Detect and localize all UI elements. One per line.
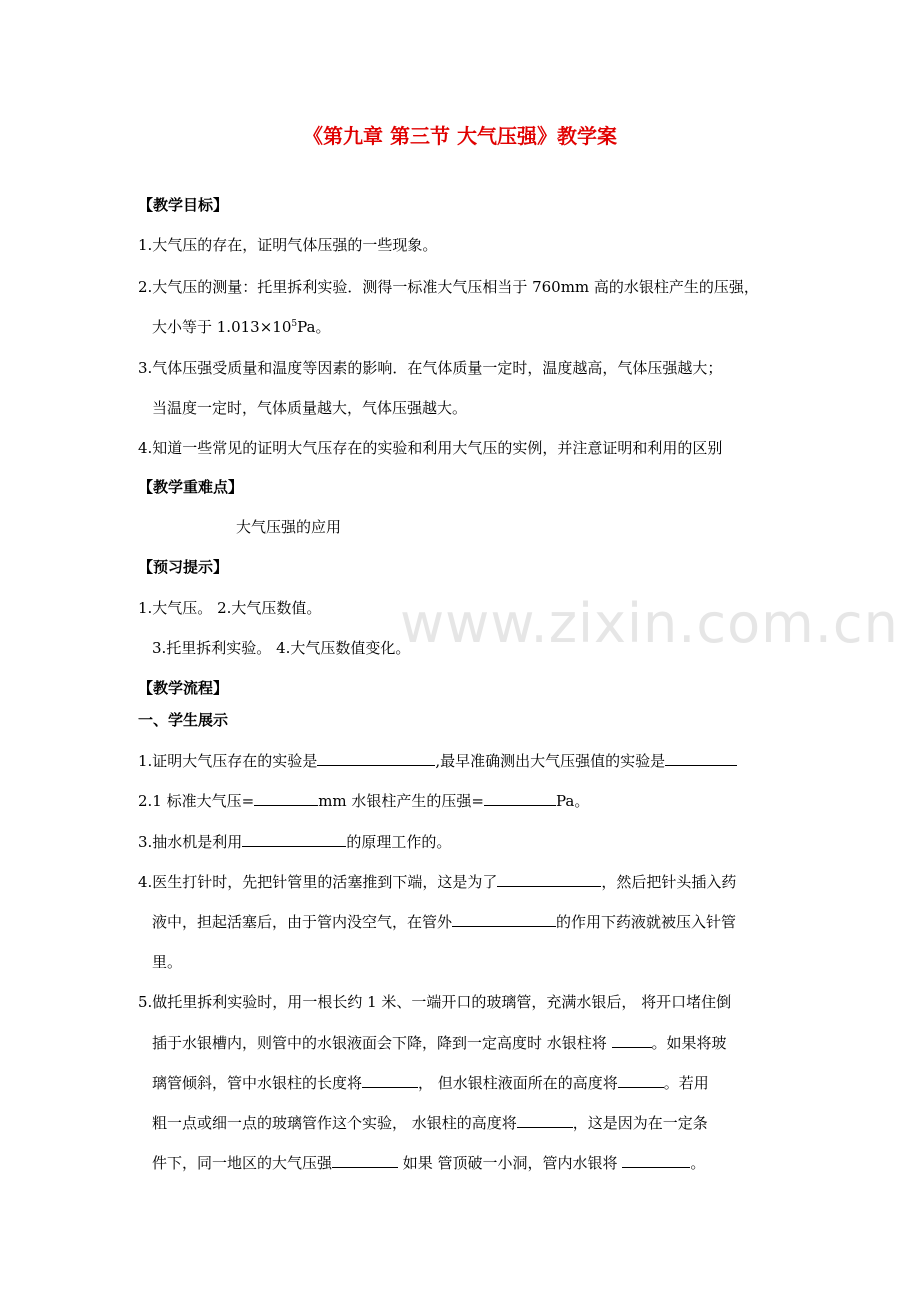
question-5-text-b: 。如果将玻: [651, 1034, 727, 1052]
question-5-text-c: 璃管倾斜，管中水银柱的长度将: [152, 1074, 363, 1092]
question-5-text-g: ，这是因为在一定条: [572, 1114, 708, 1132]
watermark: www.zixin.com.cn: [400, 592, 899, 655]
answer-blank[interactable]: [332, 1152, 398, 1168]
question-5-text-d: ， 但水银柱液面所在的高度将: [418, 1074, 618, 1092]
question-5-line-4: [152, 1112, 812, 1133]
preview-line-1: 1.大气压。 2.大气压数值。: [138, 599, 322, 617]
question-5-text-a: 插于水银槽内，则管中的水银液面会下降，降到一定高度时 水银柱将: [152, 1034, 612, 1052]
answer-blank[interactable]: [612, 1032, 652, 1048]
question-5-text-i: 如果 管顶破一小洞，管内水银将: [398, 1154, 623, 1172]
question-5-text-e: 。若用: [663, 1074, 709, 1092]
answer-blank[interactable]: [242, 831, 346, 847]
question-2-text-b: mm 水银柱产生的压强=: [318, 792, 484, 810]
question-1-text-a: 1.证明大气压存在的实验是: [138, 752, 318, 770]
question-4-text-c: 液中，担起活塞后，由于管内没空气，在管外: [152, 913, 453, 931]
answer-blank[interactable]: [362, 1072, 418, 1088]
answer-blank[interactable]: [254, 790, 318, 806]
keypoints-heading: 【教学重难点】: [138, 478, 244, 496]
goal-item-1: 1.大气压的存在，证明气体压强的一些现象。: [138, 236, 438, 254]
goal-item-2-value: 大小等于 1.013×10: [152, 318, 292, 336]
answer-blank[interactable]: [317, 750, 435, 766]
question-5-line-1: 5.做托里拆利实验时，用一根长约 1 米、一端开口的玻璃管，充满水银后， 将开口堵住倒: [138, 993, 732, 1011]
goals-heading: 【教学目标】: [138, 196, 229, 214]
goal-item-3-line-2: 当温度一定时，气体质量越大，气体压强越大。: [152, 399, 468, 417]
keypoints-text: 大气压强的应用: [236, 518, 342, 536]
question-4-line-2: [152, 911, 812, 932]
question-5-line-2: [152, 1032, 812, 1053]
answer-blank[interactable]: [665, 750, 737, 766]
goal-item-4: 4.知道一些常见的证明大气压存在的实验和利用大气压的实例，并注意证明和利用的区别: [138, 439, 723, 457]
question-5-text-j: 。: [690, 1154, 706, 1172]
question-2-text-a: 2.1 标准大气压=: [138, 792, 255, 810]
goal-item-3-line-1: 3.气体压强受质量和温度等因素的影响．在气体质量一定时，温度越高，气体压强越大；: [138, 359, 723, 377]
question-2: [138, 790, 798, 811]
answer-blank[interactable]: [484, 790, 556, 806]
question-3: [138, 831, 798, 852]
question-5-text-h: 件下，同一地区的大气压强: [152, 1154, 333, 1172]
section-heading-student-show: 一、学生展示: [138, 711, 229, 729]
question-5-text-f: 粗一点或细一点的玻璃管作这个实验， 水银柱的高度将: [152, 1114, 517, 1132]
question-4-text-b: ，然后把针头插入药: [601, 873, 737, 891]
answer-blank[interactable]: [497, 871, 601, 887]
question-4-text-d: 的作用下药液就被压入针管: [556, 913, 737, 931]
goal-item-2-exponent: 5: [291, 319, 298, 329]
document-title: 《第九章 第三节 大气压强》教学案: [303, 124, 617, 148]
goal-item-2-line-1: 2.大气压的测量：托里拆利实验．测得一标准大气压相当于 760mm 高的水银柱产生的压强，: [138, 278, 759, 296]
question-2-text-c: Pa。: [556, 792, 590, 810]
question-4-text-a: 4.医生打针时，先把针管里的活塞推到下端，这是为了: [138, 873, 498, 891]
question-1-text-b: ,最早准确测出大气压强值的实验是: [435, 752, 666, 770]
goal-item-2-unit: Pa。: [297, 318, 331, 336]
question-1: [138, 750, 798, 771]
preview-line-2: 3.托里拆利实验。 4.大气压数值变化。: [152, 639, 411, 657]
question-5-line-5: [152, 1152, 812, 1173]
question-4-line-1: [138, 871, 798, 892]
process-heading: 【教学流程】: [138, 679, 229, 697]
answer-blank[interactable]: [622, 1152, 690, 1168]
answer-blank[interactable]: [618, 1072, 664, 1088]
answer-blank[interactable]: [452, 911, 556, 927]
question-3-text-b: 的原理工作的。: [346, 833, 452, 851]
preview-heading: 【预习提示】: [138, 558, 229, 576]
question-3-text-a: 3.抽水机是利用: [138, 833, 243, 851]
goal-item-2-line-2: [152, 316, 812, 337]
question-4-line-3: 里。: [152, 953, 183, 971]
answer-blank[interactable]: [517, 1112, 573, 1128]
question-5-line-3: [152, 1072, 812, 1093]
